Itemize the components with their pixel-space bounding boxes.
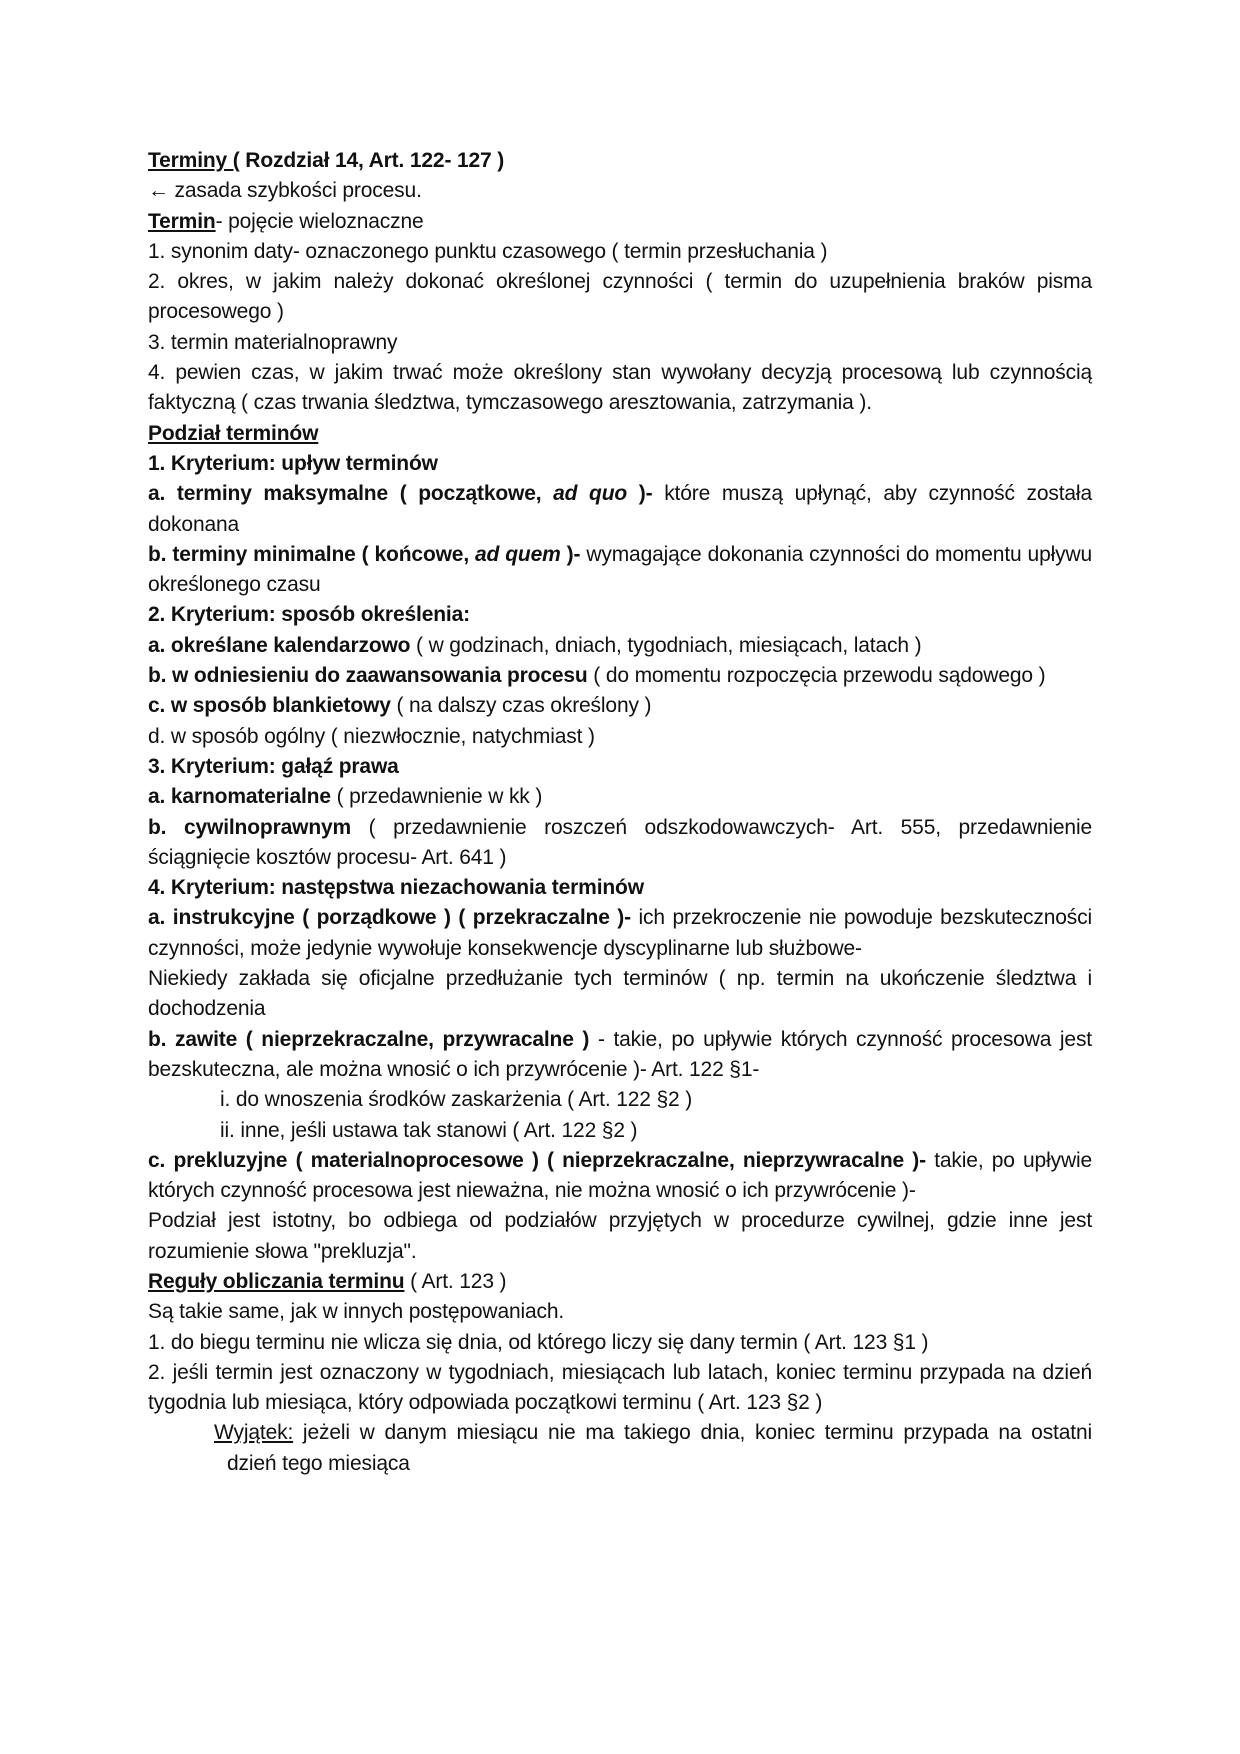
reguly-heading: Reguły obliczania terminu bbox=[148, 1269, 405, 1293]
meaning-item: 2. okres, w jakim należy dokonać określonej czynności ( termin do uzupełnienia braków pisma procesowego ) bbox=[148, 270, 1092, 324]
exception-end: dzień tego miesiąca bbox=[227, 1451, 410, 1475]
criterion-item: d. w sposób ogólny ( niezwłocznie, natychmiast ) bbox=[148, 724, 595, 748]
item-text: - takie, po upływie których czynność procesowa jest bezskuteczna, ale można wnosić o ich przywrócenie )- Art. 122 §1- bbox=[148, 1027, 1092, 1081]
item-text: które muszą upłynąć, aby czynność została dokonana bbox=[148, 482, 1092, 536]
item-text: ( przedawnienie w kk ) bbox=[330, 785, 543, 809]
item-label: b. w odniesieniu do zaawansowania procesu bbox=[148, 664, 588, 688]
item-label: b. zawite ( nieprzekraczalne, przywracalne ) bbox=[148, 1027, 590, 1051]
criterion-item bbox=[148, 631, 1092, 661]
exception-line bbox=[148, 1418, 1092, 1479]
criterion-item bbox=[148, 691, 1092, 721]
criterion-item bbox=[148, 540, 1092, 601]
item-label: a. instrukcyjne ( porządkowe ) ( przekraczalne )- bbox=[148, 906, 631, 930]
rule-item: 2. jeśli termin jest oznaczony w tygodniach, miesiącach lub latach, koniec terminu przypada na dzień tygodnia lub miesiąca, który odpowiada początkowi terminu ( Art. 123 §2 ) bbox=[148, 1360, 1092, 1415]
criterion-item bbox=[148, 661, 1092, 691]
intro-text: zasada szybkości procesu. bbox=[168, 179, 422, 203]
meaning-item: 4. pewien czas, w jakim trwać może określony stan wywołany decyzją procesową lub czynnością faktyczną ( czas trwania śledztwa, tymczasowego aresztowania, zatrzymania ). bbox=[148, 361, 1092, 415]
criterion-note: Niekiedy zakłada się oficjalne przedłużanie tych terminów ( np. termin na ukończenie śledztwa i dochodzenia bbox=[148, 967, 1092, 1021]
section-heading-reguly bbox=[148, 1267, 1092, 1297]
item-text: takie, po upływie których czynność procesowa jest nieważna, nie można wnosić o ich przywrócenie )- bbox=[148, 1148, 1093, 1203]
item-label: b. cywilnoprawnym bbox=[148, 815, 352, 839]
document-title bbox=[148, 146, 1092, 176]
criterion-item bbox=[148, 479, 1092, 540]
item-label: a. karnomaterialne bbox=[148, 785, 331, 809]
criterion-item bbox=[148, 903, 1092, 964]
criterion-item bbox=[148, 813, 1092, 874]
item-text: ich przekroczenie nie powoduje bezskuteczności czynności, może jedynie wywołuje konsekwencje dyscyplinarne lub służbowe- bbox=[148, 906, 1092, 960]
sub-item: i. do wnoszenia środków zaskarżenia ( Art. 122 §2 ) bbox=[220, 1088, 693, 1112]
item-label: c. w sposób blankietowy bbox=[148, 694, 391, 718]
item-text: ( przedawnienie roszczeń odszkodowawczych- Art. 555, przedawnienie ściągnięcie kosztów procesu- Art. 641 ) bbox=[148, 815, 1092, 869]
exception-text: jeżeli w danym miesiącu nie ma takiego dnia, koniec terminu przypada na ostatni bbox=[293, 1421, 1092, 1445]
item-text: ( do momentu rozpoczęcia przewodu sądowego ) bbox=[587, 664, 1046, 688]
item-label: b. terminy minimalne ( końcowe, bbox=[148, 542, 476, 566]
criterion-heading: 1. Kryterium: upływ terminów bbox=[148, 451, 438, 475]
document-body bbox=[148, 146, 1092, 1479]
left-arrow-icon: ← bbox=[148, 179, 169, 203]
item-latin: ad quem bbox=[475, 542, 561, 566]
item-label-end: )- bbox=[560, 542, 581, 566]
criterion-item bbox=[148, 1025, 1092, 1086]
sub-item: ii. inne, jeśli ustawa tak stanowi ( Art. 122 §2 ) bbox=[220, 1118, 638, 1142]
title-underlined: Terminy ( bbox=[148, 149, 240, 172]
criterion-item bbox=[148, 1146, 1092, 1207]
reguly-intro: Są takie same, jak w innych postępowaniach. bbox=[148, 1300, 565, 1324]
intro-line bbox=[148, 176, 1092, 206]
criterion-heading: 4. Kryterium: następstwa niezachowania terminów bbox=[148, 876, 644, 900]
criterion-heading: 3. Kryterium: gałąź prawa bbox=[148, 754, 399, 778]
termin-word: Termin bbox=[148, 209, 216, 233]
termin-definition: - pojęcie wieloznaczne bbox=[215, 209, 424, 233]
exception-label: Wyjątek: bbox=[214, 1421, 294, 1445]
item-latin: ad quo bbox=[553, 482, 628, 506]
reguly-heading-ref: ( Art. 123 ) bbox=[404, 1269, 507, 1293]
criterion-item bbox=[148, 782, 1092, 812]
item-text: ( na dalszy czas określony ) bbox=[390, 694, 652, 718]
section-heading-podzial: Podział terminów bbox=[148, 421, 319, 445]
meaning-item: 3. termin materialnoprawny bbox=[148, 330, 398, 354]
item-text: ( w godzinach, dniach, tygodniach, miesiącach, latach ) bbox=[410, 633, 922, 657]
item-label: a. określane kalendarzowo bbox=[148, 633, 411, 657]
item-label: c. prekluzyjne ( materialnoprocesowe ) ( nieprzekraczalne, nieprzywracalne )- bbox=[148, 1148, 926, 1172]
criterion-heading: 2. Kryterium: sposób określenia: bbox=[148, 603, 470, 627]
item-text: wymagające dokonania czynności do momentu upływu określonego czasu bbox=[148, 542, 1093, 597]
criterion-note: Podział jest istotny, bo odbiega od podziałów przyjętych w procedurze cywilnej, gdzie inne jest rozumienie słowa "prekluzja". bbox=[148, 1209, 1092, 1263]
item-label-end: )- bbox=[627, 482, 653, 506]
title-rest: Rozdział 14, Art. 122- 127 ) bbox=[239, 149, 505, 172]
meaning-item: 1. synonim daty- oznaczonego punktu czasowego ( termin przesłuchania ) bbox=[148, 239, 828, 263]
item-label: a. terminy maksymalne ( początkowe, bbox=[148, 482, 554, 506]
rule-item: 1. do biegu terminu nie wlicza się dnia, od którego liczy się dany termin ( Art. 123 §1 ) bbox=[148, 1330, 929, 1354]
termin-heading bbox=[148, 207, 1092, 237]
